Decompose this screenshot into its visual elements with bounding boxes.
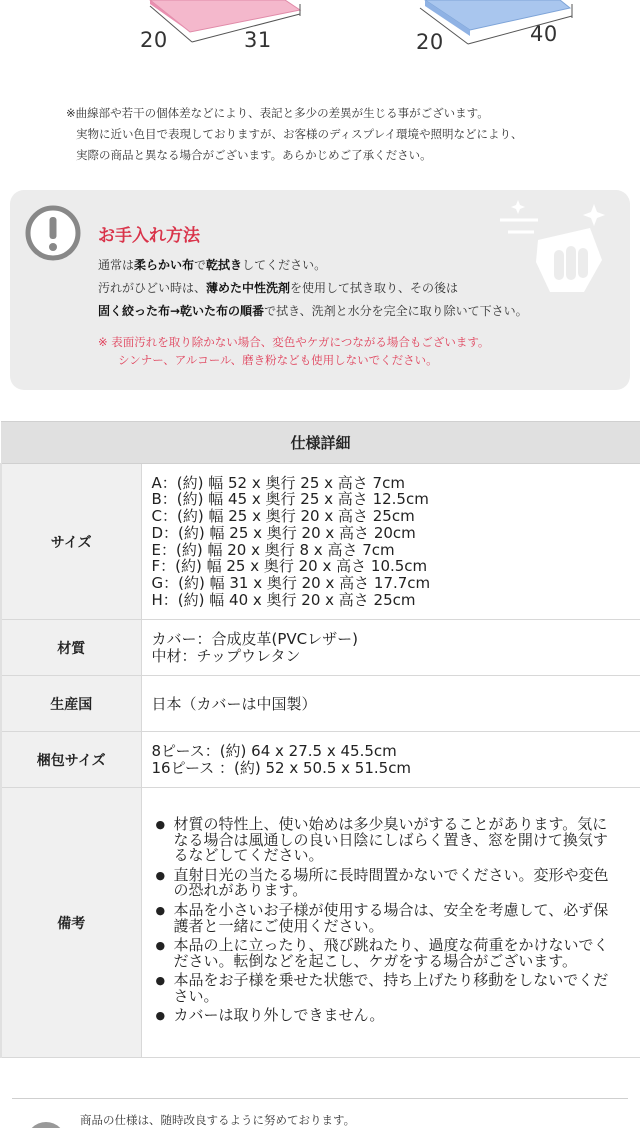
caution-line-2: シンナー、アルコール、磨き粉なども使用しないでください。	[118, 353, 438, 367]
note-line: ※曲線部や若干の個体差などにより、表記と多少の差異が生じる事がございます。	[66, 106, 489, 120]
note-line: 実物に近い色目で表現しておりますが、お客様のディスプレイ環境や照明などにより、	[76, 127, 523, 141]
right-width-label: 40	[530, 22, 558, 46]
material-values	[141, 620, 640, 676]
care-emphasis: 柔らかい布	[134, 258, 195, 272]
list-item: ● カバーは取り外しできません。	[152, 1008, 640, 1024]
care-text: 通常は	[98, 258, 135, 272]
remarks-values	[141, 788, 640, 1058]
caution-line-1: ※ 表面汚れを取り除かない場合、変色やケガにつながる場合もございます。	[98, 335, 490, 349]
care-caution	[98, 333, 489, 369]
material-row: カバー：合成皮革(PVCレザー)	[151, 629, 358, 648]
divider	[12, 1098, 628, 1099]
size-label: サイズ	[1, 464, 141, 620]
care-text: してください。	[242, 258, 327, 272]
care-body	[98, 254, 528, 323]
right-depth-label: 20	[416, 30, 444, 54]
care-emphasis: 固く絞った布→乾いた布の順番	[98, 304, 265, 318]
list-item: ● 本品の上に立ったり、飛び跳ねたり、過度な荷重をかけないでください。転倒などを起こし、ケガをする場合がございます。	[152, 938, 640, 969]
size-row: A：(約) 幅 52 x 奥行 25 x 高さ 7cm	[151, 473, 405, 492]
spec-title: 仕様詳細	[1, 422, 640, 464]
exclamation-circle-icon	[24, 204, 82, 262]
size-row: G：(約) 幅 31 x 奥行 20 x 高さ 17.7cm	[151, 573, 431, 592]
left-width-label: 31	[244, 28, 272, 52]
left-depth-label: 20	[140, 28, 168, 52]
care-line-1	[98, 254, 528, 277]
material-label: 材質	[1, 620, 141, 676]
size-values	[141, 464, 640, 620]
package-values	[141, 732, 640, 788]
size-row: F：(約) 幅 25 x 奥行 20 x 高さ 10.5cm	[151, 557, 428, 576]
care-text: を使用して拭き取り、その後は	[290, 281, 459, 295]
care-emphasis: 薄めた中性洗剤	[206, 281, 291, 295]
care-emphasis: 乾拭き	[206, 258, 243, 272]
disclaimer-notes	[66, 103, 523, 166]
size-row: H：(約) 幅 40 x 奥行 20 x 高さ 25cm	[151, 590, 416, 609]
product-dimension-drawings	[0, 0, 640, 90]
origin-label: 生産国	[1, 676, 141, 732]
care-instructions-box	[10, 190, 630, 390]
care-line-2	[98, 277, 528, 300]
note-line: 実際の商品と異なる場合がございます。あらかじめご了承ください。	[76, 148, 432, 162]
care-text: 汚れがひどい時は、	[98, 281, 207, 295]
size-row: C：(約) 幅 25 x 奥行 20 x 高さ 25cm	[151, 507, 415, 526]
list-item: ● 本品をお子様を乗せた状態で、持ち上げたり移動をしないでください。	[152, 973, 640, 1004]
package-row: 8ピース：(約) 64 x 27.5 x 45.5cm	[151, 741, 397, 760]
material-row: 中材：チップウレタン	[151, 646, 301, 665]
list-item: ● 本品を小さいお子様が使用する場合は、安全を考慮して、必ず保護者と一緒にご使用ください。	[152, 903, 640, 934]
package-label: 梱包サイズ	[1, 732, 141, 788]
footer-note: 商品の仕様は、随時改良するように努めております。	[80, 1113, 356, 1127]
origin-value: 日本（カバーは中国製）	[141, 676, 640, 732]
size-row: D：(約) 幅 25 x 奥行 20 x 高さ 20cm	[151, 523, 416, 542]
care-title: お手入れ方法	[98, 226, 200, 246]
list-item: ● 材質の特性上、使い始めは多少臭いがすることがあります。気になる場合は風通しの良い日陰にしばらく置き、窓を開けて換気するなどしてください。	[152, 817, 640, 864]
size-row: B：(約) 幅 45 x 奥行 25 x 高さ 12.5cm	[151, 490, 429, 509]
care-text: で拭き、洗剤と水分を完全に取り除いて下さい。	[264, 304, 528, 318]
package-row: 16ピース ：(約) 52 x 50.5 x 51.5cm	[151, 758, 412, 777]
care-line-3	[98, 300, 528, 323]
spec-table	[0, 421, 640, 1058]
list-item: ● 直射日光の当たる場所に長時間置かないでください。変形や変色の恐れがあります。	[152, 868, 640, 899]
info-circle-icon	[26, 1122, 66, 1128]
care-text: で	[194, 258, 207, 272]
size-row: E：(約) 幅 20 x 奥行 8 x 高さ 7cm	[151, 540, 395, 559]
remarks-label: 備考	[1, 788, 141, 1058]
